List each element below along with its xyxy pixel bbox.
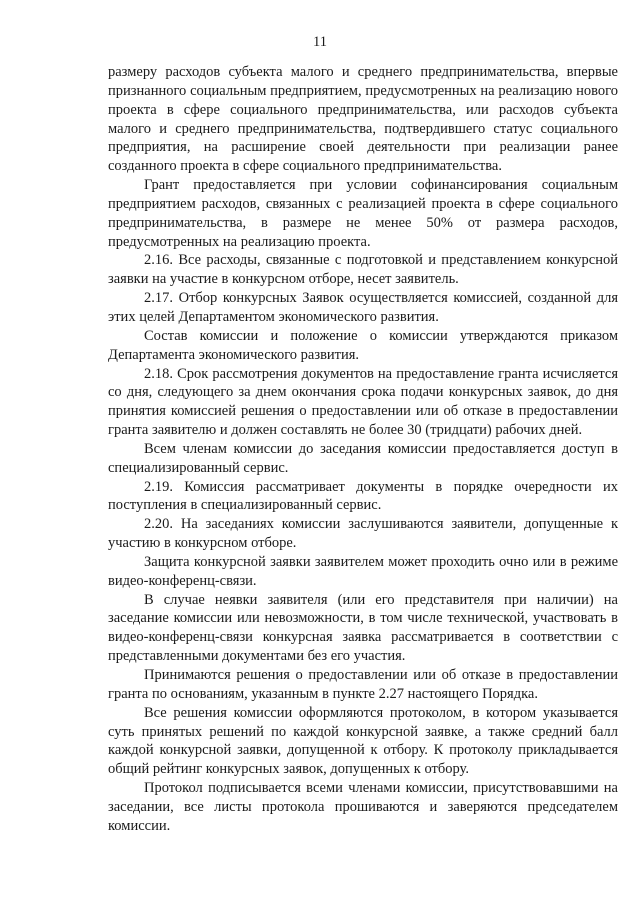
paragraph-grant-cofinancing: Грант предоставляется при условии софинансирования социальным предприятием расходов, связанных с реализацией проекта в сфере социального предпринимательства, в размере не менее 50% от размера расходов, предусмотренных на реализацию проекта. <box>108 177 618 250</box>
paragraph-decisions: Принимаются решения о предоставлении или об отказе в предоставлении гранта по основаниям, указанным в пункте 2.27 настоящего Порядка. <box>108 667 618 702</box>
paragraph-absence: В случае неявки заявителя (или его представителя при наличии) на заседание комиссии или невозможности, в том числе технической, участвовать в видео-конференц-связи конкурсная заявка рассматривается в соответствии с представленными документами без его участия. <box>108 591 618 665</box>
paragraph-protocol: Все решения комиссии оформляются протоколом, в котором указывается суть принятых решений по каждой конкурсной заявке, а также средний балл каждой конкурсной заявки, допущенной к отбору. К протоколу прикладывается общий рейтинг конкурсных заявок, допущенных к отбору. <box>108 704 618 778</box>
paragraph-commission-composition: Состав комиссии и положение о комиссии утверждаются приказом Департамента экономического развития. <box>108 327 618 363</box>
paragraph-2-16: 2.16. Все расходы, связанные с подготовкой и представлением конкурсной заявки на участие в конкурсном отборе, несет заявитель. <box>108 252 618 288</box>
document-body <box>108 63 618 836</box>
paragraph-continuation: размеру расходов субъекта малого и среднего предпринимательства, впервые признанного социальным предприятием, предусмотренных на реализацию нового проекта в сфере социального предпринимательства, или расходов субъекта малого и среднего предпринимательства, подтвердившего статус социального предприятия, на расширение своей деятельности при реализации ранее созданного проекта в сфере социального предпринимательства. <box>108 64 618 175</box>
paragraph-service-access: Всем членам комиссии до заседания комиссии предоставляется доступ в специализированный сервис. <box>108 440 618 476</box>
paragraph-2-19: 2.19. Комиссия рассматривает документы в порядке очередности их поступления в специализированный сервис. <box>108 478 618 514</box>
paragraph-application-defense: Защита конкурсной заявки заявителем может проходить очно или в режиме видео-конференц-связи. <box>108 553 618 589</box>
paragraph-protocol-signing: Протокол подписывается всеми членами комиссии, присутствовавшими на заседании, все листы протокола прошиваются и заверяются председателем комиссии. <box>108 780 618 834</box>
paragraph-2-20: 2.20. На заседаниях комиссии заслушиваются заявители, допущенные к участию в конкурсном отборе. <box>108 516 618 552</box>
paragraph-2-18: 2.18. Срок рассмотрения документов на предоставление гранта исчисляется со дня, следующего за днем окончания срока подачи конкурсных заявок, до дня принятия комиссией решения о предоставлении или об отказе в предоставлении гранта заявителю и должен составлять не более 30 (тридцати) рабочих дней. <box>108 365 618 439</box>
page-number: 11 <box>313 34 327 50</box>
paragraph-2-17: 2.17. Отбор конкурсных Заявок осуществляется комиссией, созданной для этих целей Департаментом экономического развития. <box>108 290 618 325</box>
